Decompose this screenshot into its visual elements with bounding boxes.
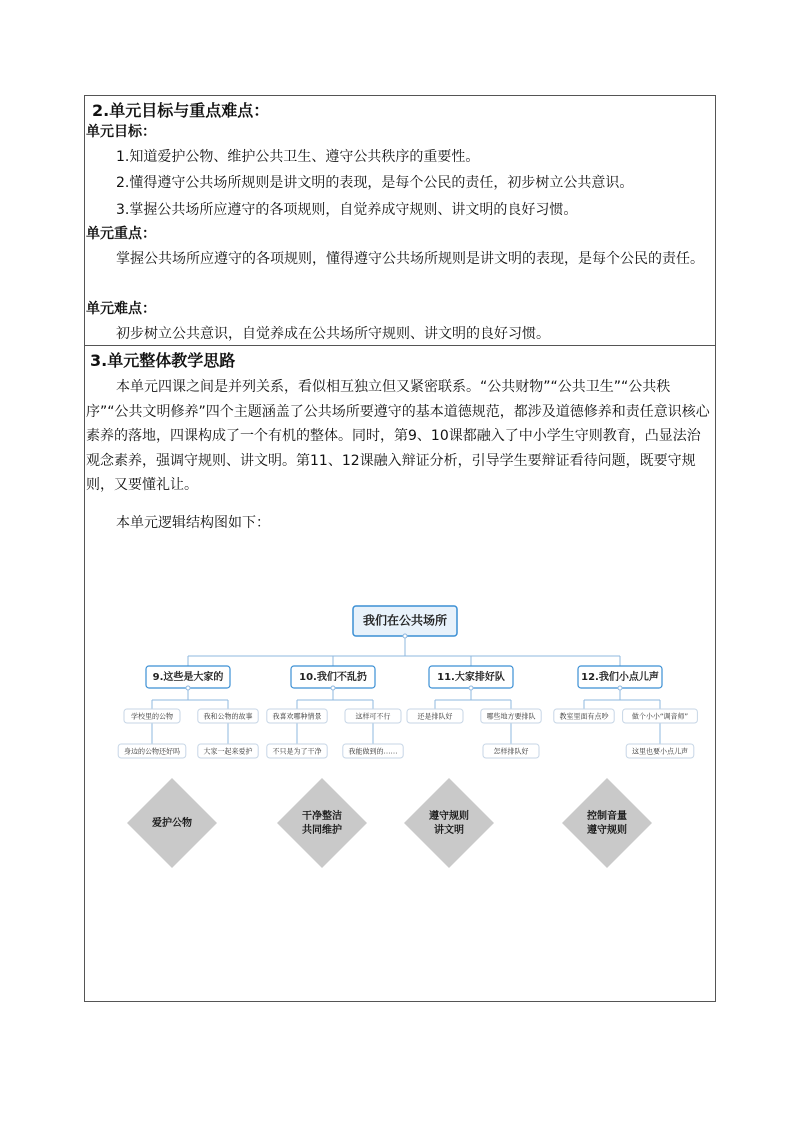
sub-node-label: 哪些地方要排队	[486, 712, 536, 721]
theme-diamond-label: 干净整洁	[302, 811, 342, 822]
sub-node-label: 教室里面有点吵	[559, 712, 609, 721]
section3-heading: 3.单元整体教学思路	[90, 351, 236, 370]
theme-diamond-label: 共同维护	[302, 825, 342, 836]
mindmap-root-handle	[403, 634, 407, 638]
theme-diamond-label: 遵守规则	[587, 825, 627, 836]
goal-3: 3.掌握公共场所应遵守的各项规则，自觉养成守规则、讲文明的良好习惯。	[116, 202, 578, 218]
mindmap-root-label: 我们在公共场所	[362, 613, 448, 628]
subsub-node-label: 这里也要小点儿声	[632, 747, 688, 756]
sub-node-label: 做个小小“调音师”	[631, 712, 689, 721]
sub-node-label: 我和公物的故事	[203, 712, 253, 721]
section3-intro: 本单元逻辑结构图如下：	[116, 515, 270, 531]
sub-node-label: 我喜欢哪种情景	[272, 712, 322, 721]
key-label: 单元重点：	[86, 226, 156, 242]
lesson-node-handle	[469, 686, 473, 690]
mindmap-connectors	[152, 636, 660, 744]
lesson-node-handle	[618, 686, 622, 690]
subsub-node-label: 怎样排队好	[493, 747, 529, 756]
subsub-node-label: 身边的公物还好吗	[124, 747, 180, 756]
lesson-node-label: 11.大家排好队	[437, 672, 505, 683]
section3-paragraph: 本单元四课之间是并列关系，看似相互独立但又紧密联系。“公共财物”“公共卫生”“公共秩序”“公共文明修养”四个主题涵盖了公共场所要遵守的基本道德规范，都涉及道德修养和责任意识核心素养的落地，四课构成了一个有机的整体。同时，第9、10课都融入了中小学生守则教育，凸显法治观念素养，强调守规则、讲文明。第11、12课融入辩证分析，引导学生要辩证看待问题，既要守规则，又要懂礼让。	[86, 379, 710, 493]
theme-diamond-label: 爱护公物	[152, 818, 192, 829]
subsub-node-label: 我能做到的……	[348, 747, 398, 756]
goal-1: 1.知道爱护公物、维护公共卫生、遵守公共秩序的重要性。	[116, 149, 480, 165]
sub-node-label: 这样可不行	[355, 712, 391, 721]
goal-2: 2.懂得遵守公共场所规则是讲文明的表现，是每个公民的责任，初步树立公共意识。	[116, 175, 634, 191]
difficulty-text: 初步树立公共意识，自觉养成在公共场所守规则、讲文明的良好习惯。	[116, 326, 550, 342]
mindmap-nodes	[118, 606, 697, 868]
lesson-node-handle	[186, 686, 190, 690]
lesson-node-handle	[331, 686, 335, 690]
theme-diamond-label: 遵守规则	[429, 811, 469, 822]
lesson-node-label: 9.这些是大家的	[152, 672, 224, 683]
section2-heading: 2.单元目标与重点难点：	[92, 101, 270, 120]
theme-diamond	[277, 778, 367, 868]
key-text: 掌握公共场所应遵守的各项规则，懂得遵守公共场所规则是讲文明的表现，是每个公民的责任。	[116, 251, 704, 267]
sub-node-label: 还是排队好	[417, 712, 453, 721]
subsub-node-label: 大家一起来爱护	[203, 747, 253, 756]
theme-diamond	[562, 778, 652, 868]
sub-node-label: 学校里的公物	[131, 712, 173, 721]
lesson-node-label: 12.我们小点儿声	[581, 672, 659, 683]
theme-diamond-label: 控制音量	[587, 811, 627, 822]
subsub-node-label: 不只是为了干净	[272, 747, 322, 756]
goals-label: 单元目标：	[86, 124, 156, 140]
theme-diamond	[404, 778, 494, 868]
lesson-node-label: 10.我们不乱扔	[299, 672, 367, 683]
difficulty-label: 单元难点：	[86, 301, 156, 317]
theme-diamond-label: 讲文明	[434, 825, 464, 836]
